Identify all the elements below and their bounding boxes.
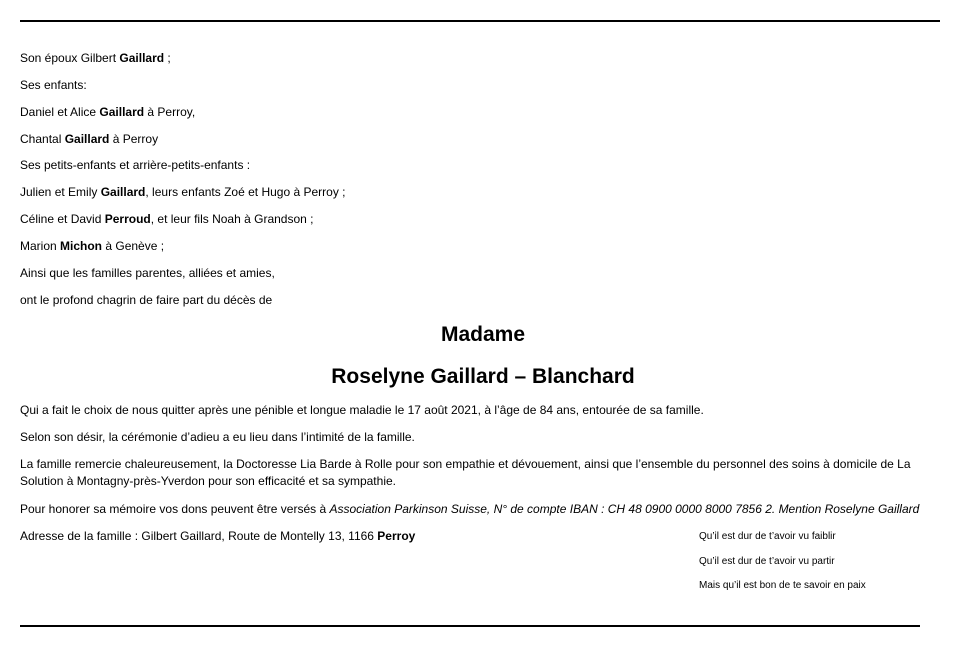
surname: Michon [60, 239, 103, 253]
family-line-child-2 [20, 131, 158, 147]
family-line-grandchild-1 [20, 184, 346, 200]
deceased-name: Roselyne Gaillard – Blanchard [331, 365, 635, 388]
paragraph-ceremony: Selon son désir, la cérémonie d’adieu a eu lieu dans l’intimité de la famille. [20, 430, 415, 444]
donation-details: Association Parkinson Suisse, N° de compte IBAN : CH 48 0900 0000 8000 7856 2. Mention Roselyne Gaillard [329, 502, 920, 516]
text: Adresse de la famille : Gilbert Gaillard, Route de Montelly 13, 1166 [20, 529, 378, 543]
text: Ses petits-enfants et arrière-petits-enfants : [20, 158, 251, 172]
text: Chantal [20, 132, 65, 146]
text: Son époux Gilbert [20, 51, 120, 65]
text: , leurs enfants Zoé et Hugo à Perroy ; [145, 185, 346, 199]
text: à Perroy [109, 132, 159, 146]
poem-line-1: Qu’il est dur de t’avoir vu faiblir [699, 531, 836, 542]
text: Pour honorer sa mémoire vos dons peuvent être versés à [20, 502, 330, 516]
surname: Gaillard [119, 51, 165, 65]
bottom-divider [20, 625, 920, 627]
surname: Gaillard [100, 185, 146, 199]
poem-line-3: Mais qu’il est bon de te savoir en paix [699, 580, 866, 591]
family-line-children-heading [20, 77, 87, 93]
family-line-announcement [20, 292, 272, 308]
family-line-relatives [20, 265, 275, 281]
surname: Gaillard [99, 105, 145, 119]
paragraph-thanks: La famille remercie chaleureusement, la Doctoresse Lia Barde à Rolle pour son empathie et dévouement, ainsi que l’ensemble du personnel des soins à domicile de La Solution à Montagny-près-Yverdon pour son efficacité et sa sympathie. [20, 457, 911, 488]
family-address [20, 528, 415, 544]
family-line-spouse [20, 50, 171, 66]
text: ; [164, 51, 171, 65]
text: à Perroy, [144, 105, 196, 119]
deceased-title: Madame [440, 323, 526, 346]
paragraph-passing: Qui a fait le choix de nous quitter après une pénible et longue maladie le 17 août 2021, à l’âge de 84 ans, entourée de sa famille. [20, 403, 704, 417]
text: Marion [20, 239, 61, 253]
paragraph-donations [20, 501, 919, 517]
surname: Gaillard [64, 132, 110, 146]
text: à Genève ; [102, 239, 165, 253]
family-line-grandchildren-heading [20, 157, 250, 173]
top-divider [20, 20, 940, 22]
text: Daniel et Alice [20, 105, 100, 119]
address-city: Perroy [377, 529, 416, 543]
text: , et leur fils Noah à Grandson ; [150, 212, 314, 226]
text: Ses enfants: [20, 78, 87, 92]
surname: Perroud [104, 212, 151, 226]
text: Julien et Emily [20, 185, 101, 199]
text: ont le profond chagrin de faire part du décès de [20, 293, 273, 307]
family-line-grandchild-2 [20, 211, 313, 227]
poem-line-2: Qu’il est dur de t’avoir vu partir [699, 556, 835, 567]
family-line-child-1 [20, 104, 195, 120]
family-line-grandchild-3 [20, 238, 164, 254]
text: Ainsi que les familles parentes, alliées et amies, [20, 266, 275, 280]
text: Céline et David [20, 212, 105, 226]
